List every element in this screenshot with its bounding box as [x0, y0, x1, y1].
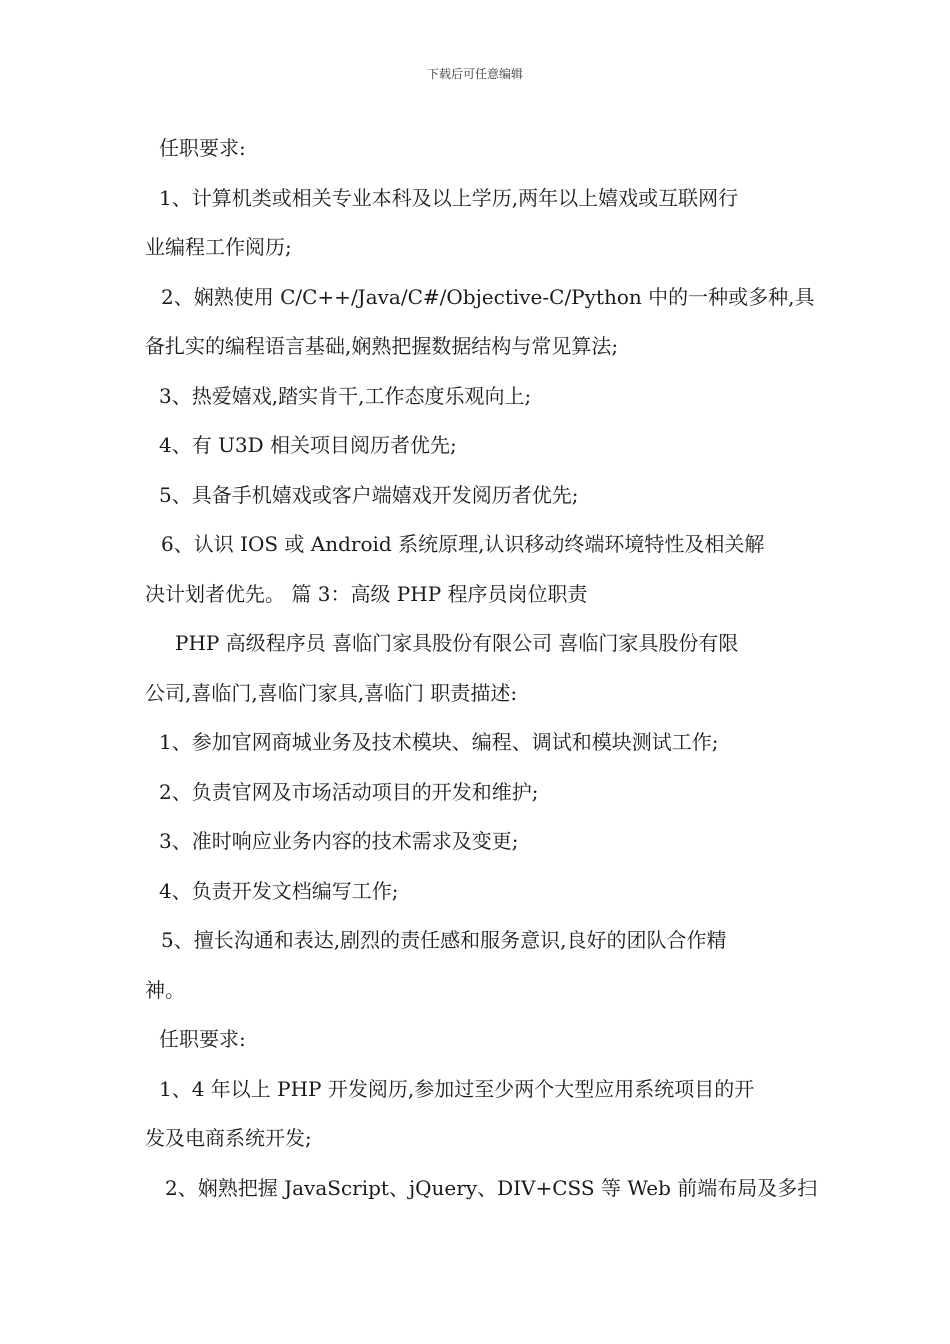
page-header: 下载后可任意编辑 [426, 67, 523, 81]
paragraph-line: PHP 高级程序员 喜临门家具股份有限公司 喜临门家具股份有限 [175, 631, 739, 655]
document-body [145, 124, 818, 1213]
paragraph-line: 业编程工作阅历; [145, 235, 292, 259]
paragraph-line: 2、负责官网及市场活动项目的开发和维护; [159, 779, 539, 804]
paragraph-line: 6、认识 IOS 或 Android 系统原理,认识移动终端环境特性及相关解 [161, 532, 765, 556]
paragraph-line: 1、计算机类或相关专业本科及以上学历,两年以上嬉戏或互联网行 [159, 185, 739, 210]
paragraph-line: 5、具备手机嬉戏或客户端嬉戏开发阅历者优先; [159, 482, 579, 507]
paragraph-line: 3、热爱嬉戏,踏实肯干,工作态度乐观向上; [159, 383, 532, 408]
paragraph-line: 神。 [145, 977, 185, 1002]
paragraph-line: 4、有 U3D 相关项目阅历者优先; [159, 433, 457, 457]
paragraph-line: 发及电商系统开发; [145, 1126, 312, 1150]
paragraph-line: 5、擅长沟通和表达,剧烈的责任感和服务意识,良好的团队合作精 [161, 928, 727, 952]
section-heading-requirements: 任职要求: [159, 1027, 246, 1051]
paragraph-line: 3、准时响应业务内容的技术需求及变更; [159, 829, 519, 853]
section-heading-requirements: 任职要求: [159, 136, 246, 160]
paragraph-line: 2、娴熟使用 C/C++/Java/C#/Objective-C/Python 中的一种或多种,具 [161, 284, 815, 309]
paragraph-line: 1、4 年以上 PHP 开发阅历,参加过至少两个大型应用系统项目的开 [159, 1076, 755, 1101]
paragraph-line: 4、负责开发文档编写工作; [159, 878, 399, 903]
paragraph-line: 公司,喜临门,喜临门家具,喜临门 职责描述: [145, 680, 518, 705]
paragraph-line: 决计划者优先。 篇 3：高级 PHP 程序员岗位职责 [145, 581, 588, 606]
paragraph-line: 2、娴熟把握 JavaScript、jQuery、DIV+CSS 等 Web 前端布局及多扫 [165, 1175, 818, 1200]
paragraph-line: 备扎实的编程语言基础,娴熟把握数据结构与常见算法; [145, 334, 619, 358]
paragraph-line: 1、参加官网商城业务及技术模块、编程、调试和模块测试工作; [159, 730, 719, 754]
